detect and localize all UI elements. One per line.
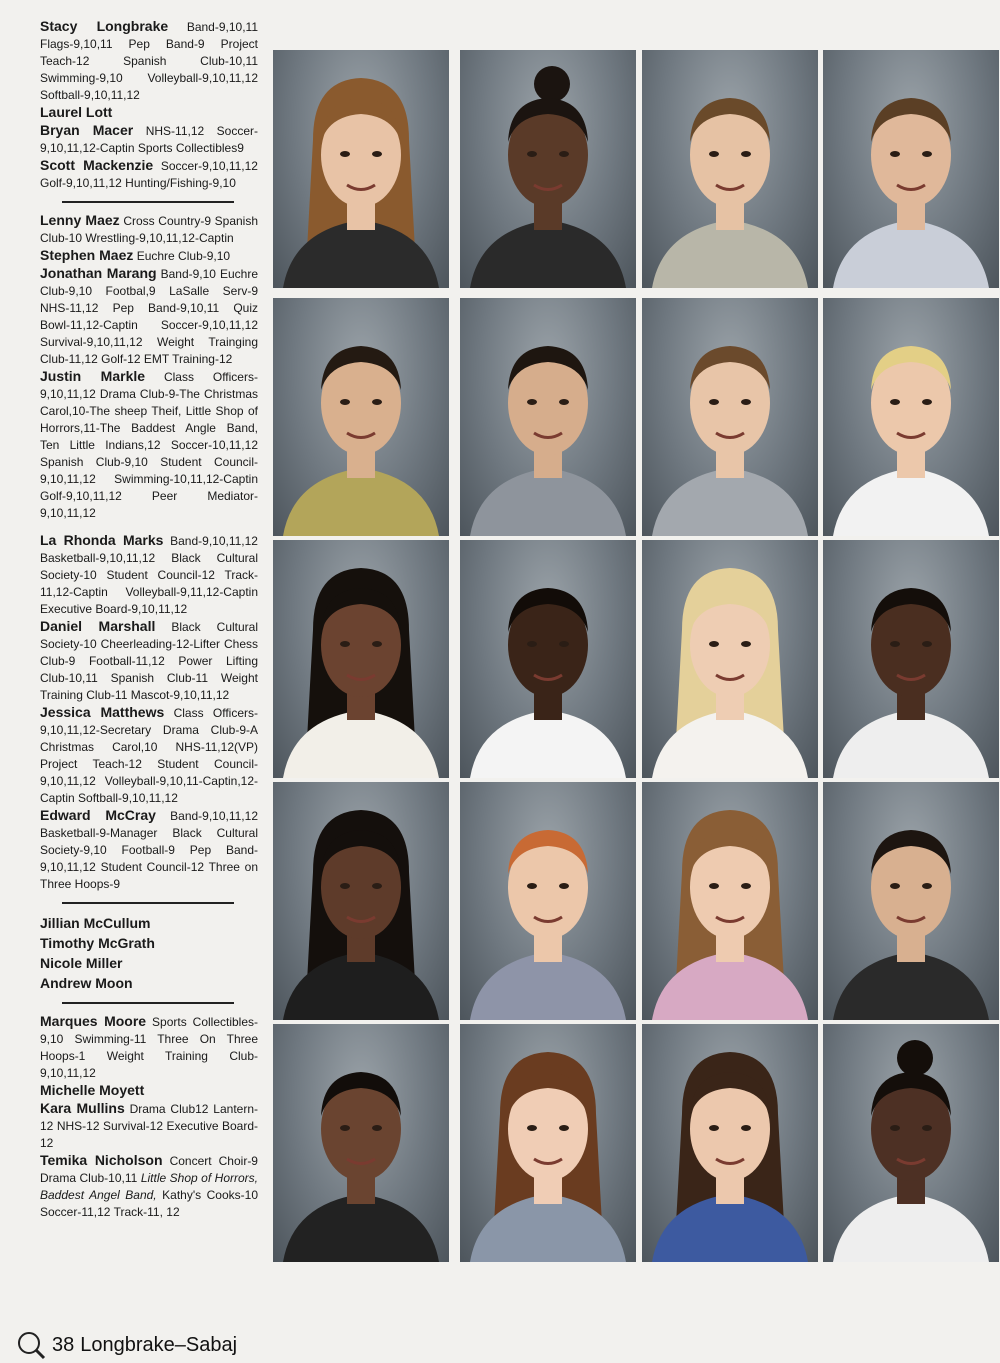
student-portrait <box>823 1024 999 1262</box>
student-activities: Band-9,10 Euchre Club-9,10 Footbal,9 LaSalle Serv-9 NHS-11,12 Pep Band-9,10,11 Quiz Bowl-11,12-Captin Soccer-9,10,11,12 Survival-9,10,11,12 Weight Trainging Club-11,12 Golf-12 EMT Training-12 <box>40 267 258 366</box>
student-portrait <box>273 782 449 1020</box>
student-activities: Class Officers-9,10,11,12 Drama Club-9-The Christmas Carol,10-The sheep Theif, Little Shop of Horrors,11-The Baddest Angle Band, Ten Little Indians,12 Soccer-10,11,12 Spanish Club-9,10 Student Council-9,10,11,12 Swimming-10,11,12-Captin Golf-9,10,11,12 Peer Mediator-9,10,11,12 <box>40 370 258 520</box>
student-name: Marques Moore <box>40 1013 147 1029</box>
student-name: Timothy McGrath <box>40 935 155 951</box>
student-name: Laurel Lott <box>40 104 113 120</box>
student-entry <box>40 247 258 265</box>
student-portrait <box>823 540 999 778</box>
student-activities: Class Officers-9,10,11,12-Secretary Drama Club-9-A Christmas Carol,10 NHS-11,12(VP) Project Teach-12 Student Council-9,10,11,12 Volleyball-9,10,11-Captin,12-Captin Softball-9,10,11,12 <box>40 706 258 805</box>
student-name: Jessica Matthews <box>40 704 165 720</box>
student-entry <box>40 212 258 247</box>
student-name: Temika Nicholson <box>40 1152 163 1168</box>
divider <box>62 902 234 904</box>
student-activities: Sports Collectibles-9,10 Swimming-11 Three On Three Hoops-1 Weight Training Club-9,10,11,12 <box>40 1015 259 1080</box>
student-entry <box>40 1013 258 1082</box>
student-entry <box>40 368 258 522</box>
student-portrait <box>273 298 449 536</box>
portrait-grid <box>271 50 1000 1265</box>
student-portrait <box>460 540 636 778</box>
student-activities: Band-9,10,11,12 Basketball-9,10,11,12 Black Cultural Society-10 Student Council-12 Track-11,12-Captin Volleyball-9,11,12-Captin Executive Board-9,10,11,12 <box>40 534 258 616</box>
student-entry <box>40 104 258 122</box>
student-entry <box>40 532 258 618</box>
student-portrait <box>460 782 636 1020</box>
student-activities: Soccer-9,10,11,12 Golf-9,10,11,12 Hunting/Fishing-9,10 <box>40 159 258 190</box>
student-entry <box>40 122 258 157</box>
student-entry <box>40 157 258 192</box>
student-entry <box>40 265 258 368</box>
student-text-column <box>40 18 258 1221</box>
student-name: Jonathan Marang <box>40 265 157 281</box>
student-entry <box>40 1100 258 1152</box>
student-portrait <box>460 298 636 536</box>
page-footer <box>16 1330 237 1360</box>
student-name: La Rhonda Marks <box>40 532 164 548</box>
student-entry <box>40 18 258 104</box>
student-portrait <box>642 1024 818 1262</box>
student-portrait <box>460 50 636 288</box>
student-entry <box>40 704 258 807</box>
student-activities: Kathy's Cooks-10 Soccer-11,12 Track-11, 12 <box>40 1188 258 1219</box>
divider <box>62 201 234 203</box>
student-portrait <box>273 540 449 778</box>
student-name: Lenny Maez <box>40 212 120 228</box>
student-name: Stacy Longbrake <box>40 18 169 34</box>
student-portrait <box>642 50 818 288</box>
student-portrait <box>823 298 999 536</box>
student-activities: Band-9,10,11,12 Basketball-9-Manager Black Cultural Society-9,10 Football-9 Pep Band-9,10,11,12 Student Council-12 Three on Three Hoops-9 <box>40 809 258 891</box>
divider <box>62 1002 234 1004</box>
play-titles: Little Shop of Horrors, Baddest Angel Band, <box>40 1171 258 1202</box>
student-portrait <box>823 50 999 288</box>
student-name: Jillian McCullum <box>40 915 151 931</box>
student-activities: Black Cultural Society-10 Cheerleading-12-Lifter Chess Club-9 Football-11,12 Power Lifting Club-10,11 Spanish Club-11 Weight Training Club-11 Mascot-9,10,11,12 <box>40 620 258 702</box>
student-name: Justin Markle <box>40 368 146 384</box>
student-activities: Band-9,10,11 Flags-9,10,11 Pep Band-9 Project Teach-12 Spanish Club-10,11 Swimming-9,10 Volleyball-9,10,11,12 Softball-9,10,11,12 <box>40 20 258 102</box>
student-name: Michelle Moyett <box>40 1082 145 1098</box>
student-portrait <box>642 782 818 1020</box>
student-name: Nicole Miller <box>40 955 123 971</box>
student-portrait <box>273 50 449 288</box>
magnifier-icon <box>16 1330 46 1360</box>
student-name: Kara Mullins <box>40 1100 125 1116</box>
student-name: Bryan Macer <box>40 122 134 138</box>
student-portrait <box>460 1024 636 1262</box>
student-portrait <box>823 782 999 1020</box>
student-entry <box>40 618 258 704</box>
student-entry <box>40 1082 258 1100</box>
student-name: Stephen Maez <box>40 247 134 263</box>
student-portrait <box>642 298 818 536</box>
student-activities: NHS-11,12 Soccer-9,10,11,12-Captin Sports Collectibles9 <box>40 124 259 155</box>
student-portrait <box>642 540 818 778</box>
student-activities: Concert Choir-9 Drama Club-10,11 <box>40 1154 258 1185</box>
name-range: Longbrake–Sabaj <box>80 1333 238 1356</box>
student-entry <box>40 1152 258 1221</box>
student-name: Daniel Marshall <box>40 618 156 634</box>
student-name: Scott Mackenzie <box>40 157 154 173</box>
spacer <box>40 522 258 532</box>
student-activities: Cross Country-9 Spanish Club-10 Wrestling-9,10,11,12-Captin <box>40 214 259 245</box>
student-activities: Euchre Club-9,10 <box>136 249 231 263</box>
student-portrait <box>273 1024 449 1262</box>
student-activities: Drama Club12 Lantern-12 NHS-12 Survival-12 Executive Board-12 <box>40 1102 258 1150</box>
student-name: Edward McCray <box>40 807 156 823</box>
page-number: 38 <box>52 1333 75 1356</box>
student-entry <box>40 807 258 893</box>
student-name: Andrew Moon <box>40 975 133 991</box>
